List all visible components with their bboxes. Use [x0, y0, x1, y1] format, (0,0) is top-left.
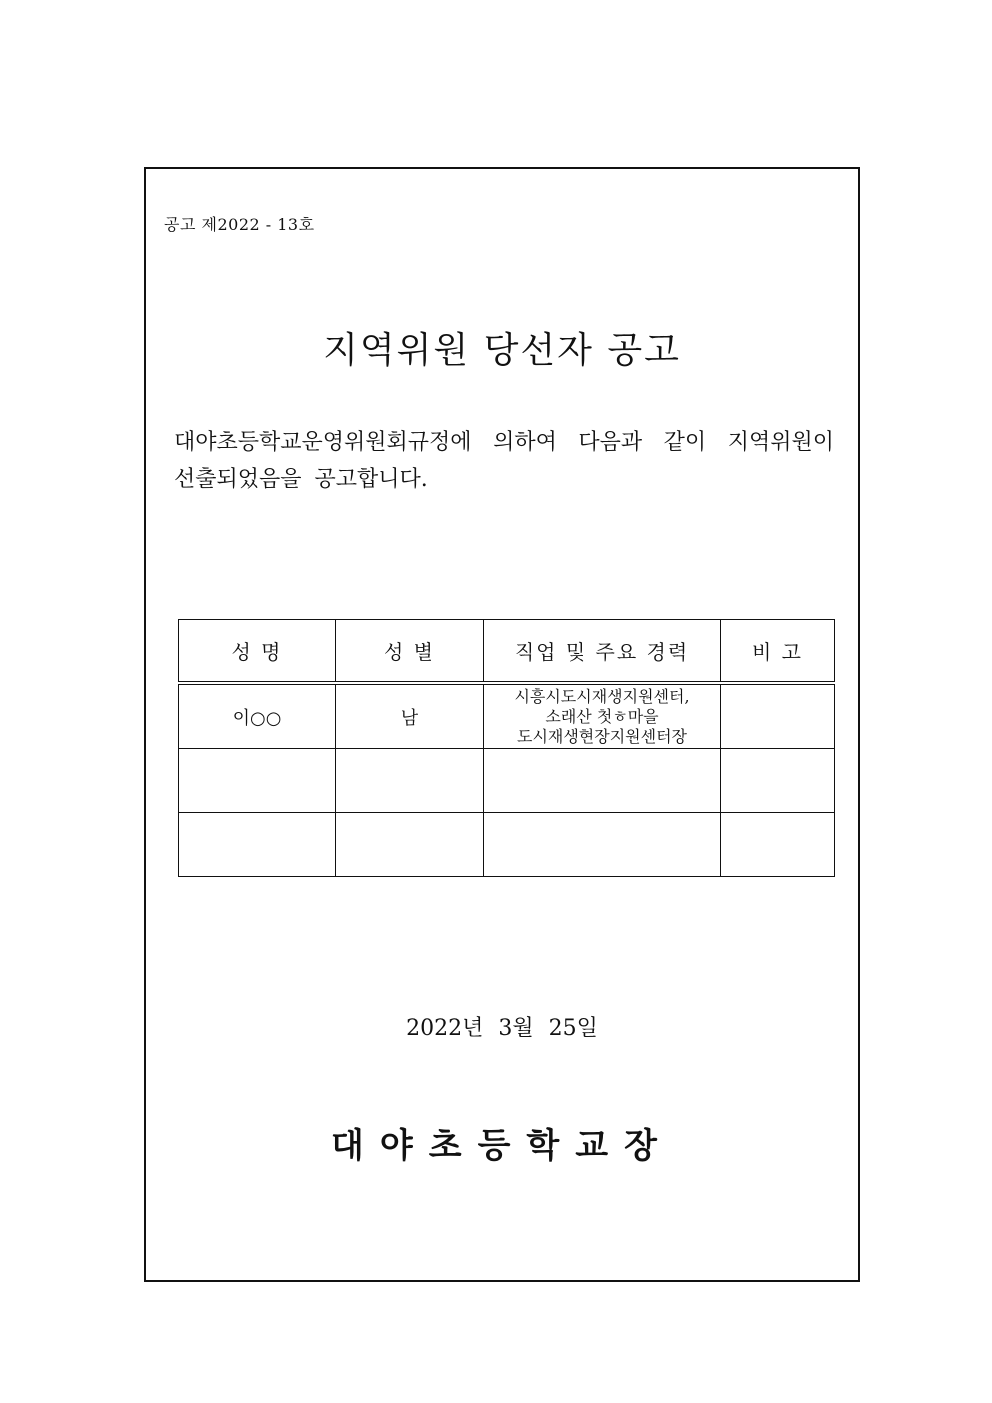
cell-name: 이○○	[179, 683, 336, 749]
notice-body: 대야초등학교운영위원회규정에 의하여 다음과 같이 지역위원이 선출되었음을 공고합니다.	[174, 430, 834, 492]
career-line: 시흥시도시재생지원센터,	[514, 686, 690, 706]
cell-career	[484, 683, 721, 749]
table-row	[179, 749, 835, 813]
cell-gender	[336, 749, 484, 813]
career-line: 도시재생현장지원센터장	[516, 726, 688, 746]
header-gender: 성 별	[336, 620, 484, 684]
cell-name	[179, 749, 336, 813]
notice-date: 2022년 3월 25일	[406, 1016, 598, 1041]
cell-gender: 남	[336, 683, 484, 749]
cell-name	[179, 813, 336, 877]
table-row	[179, 813, 835, 877]
notice-number: 공고 제2022 - 13호	[164, 215, 315, 234]
cell-note	[721, 749, 835, 813]
page-title: 지역위원 당선자 공고	[323, 330, 681, 371]
signer-name: 대야초등학교장	[331, 1126, 673, 1166]
cell-career	[484, 813, 721, 877]
header-career: 직업 및 주요 경력	[484, 620, 721, 684]
cell-note	[721, 813, 835, 877]
cell-career	[484, 749, 721, 813]
header-name: 성 명	[179, 620, 336, 684]
table-row	[179, 683, 835, 749]
cell-note	[721, 683, 835, 749]
member-table	[178, 619, 835, 877]
cell-gender	[336, 813, 484, 877]
career-line: 소래산 첫ㅎ마을	[545, 706, 659, 726]
table-header-row	[179, 620, 835, 684]
header-note: 비 고	[721, 620, 835, 684]
